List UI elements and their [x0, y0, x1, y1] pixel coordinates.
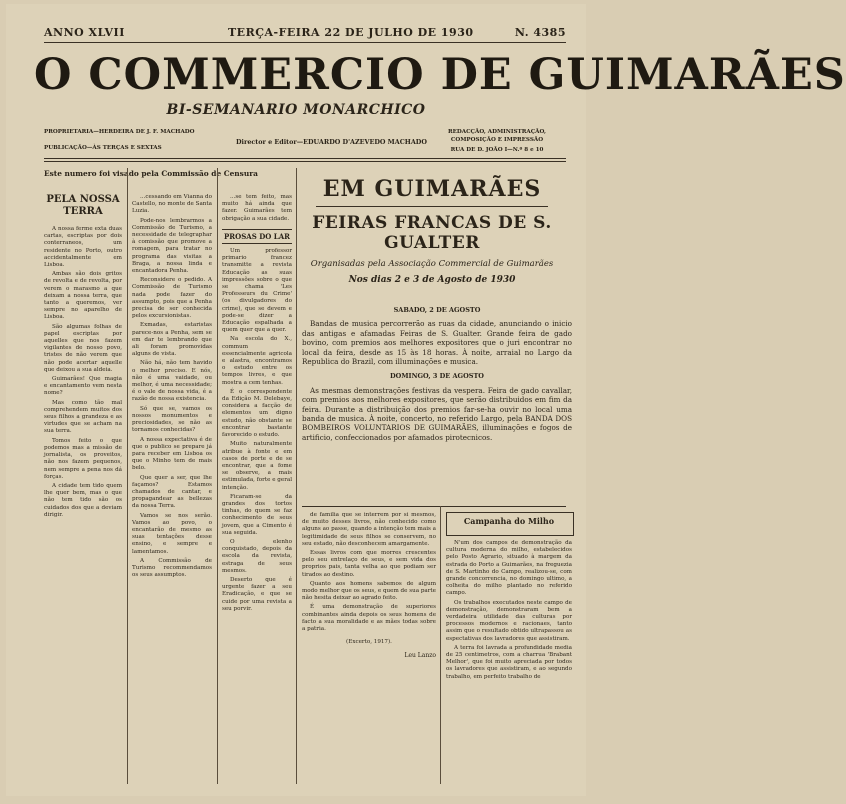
day1-title: SABADO, 2 DE AGOSTO — [393, 306, 481, 314]
col3-paragraph: Muito naturalmente atribue à fonte e em casos de porte e de se encontrar, que a fome se observe, a mais estimulada, forte e geral intenção. — [222, 441, 292, 491]
col3-paragraph: Ficaram-se da grandes dos tortos tinhas, do quem se faz conhecimento de seus jovem, que a Cimento é sua seguida. — [222, 493, 292, 536]
article-heading-prosas-do-lar: PROSAS DO LAR — [222, 229, 292, 244]
col3-paragraph: Um professor primario francez transmitte a revista Educação as suas impressões sobre o que se chama 'Les Professeurs du Crime' (os divulgadores do crime), que se devem e pode-se dizer a Educação espalhada a quem quer que a quer. — [222, 248, 292, 334]
col1-paragraph: Guimarães! Que magia e encantamento vem nesta nome? — [44, 376, 122, 397]
col1-paragraph: Tomos feito o que podemos mas a missão de jornalista, os proveitos, não nos fazem pequenos, nem sempre a pena nos dá forças. — [44, 437, 122, 480]
issue-number: N. 4385 — [514, 26, 566, 39]
announcement-body — [302, 300, 572, 444]
col2-paragraph: ...cessando em Vianna do Castello, no monte de Santa Luzia. — [132, 194, 212, 215]
announcement-subheading: FEIRAS FRANCAS DE S. GUALTER — [312, 213, 552, 253]
col3-paragraph: Deserto que é urgente fazer a seu Eradicação, e que se cuide por uma revista a seu porvir. — [222, 576, 292, 612]
day2-text: As mesmas demonstrações festivas da vespera. Feira de gado cavallar, com premios aos melhores expositores, que serão distribuidos em fim da feira. Durante a distribuição dos premios far-se-ha ouvir no local uma banda de musica. À noite, concerto, no referido Largo, pela BANDA DOS BOMBEIROS VOLUNTARIOS DE GUIMARÃES, illuminações e fogos de artificio, confeccionados por afamados pirotecnicos. — [302, 385, 572, 442]
column-divider — [127, 168, 128, 784]
campanha-article — [446, 540, 572, 784]
col2-paragraph: Exmadas, estaristas parece-nos a Penha, sem se em dar te lembrando que ali foram promovidas alguns de vista. — [132, 322, 212, 358]
owner-line: PROPRIETARIA—HERDEIRA DE J. F. MACHADO — [44, 129, 195, 135]
col1-paragraph: A cidade tem tido quem lhe quer bem, mas o que não tem tido são os cuidados dos que a deviam dirigir. — [44, 482, 122, 518]
column-2 — [132, 194, 212, 784]
col2-paragraph: Reconsidere o pedido. A Commissão de Turismo nada pode fazer do assumpto, pois que a Penha precisa de ser conhecida pelos excursionistas. — [132, 277, 212, 320]
day2-title: DOMINGO, 3 DE AGOSTO — [390, 372, 484, 381]
excerpt-note: (Excerto, 1917). — [346, 639, 392, 646]
column-divider — [217, 168, 218, 784]
announcement-dates: Nos dias 2 e 3 de Agosto de 1930 — [348, 275, 516, 285]
masthead-rule-1 — [44, 158, 566, 159]
author-signature: Leu Lanzo — [404, 652, 436, 660]
feiras-announcement — [296, 176, 568, 285]
campanha-paragraph: A terra foi lavrada a profundidade media de 25 centimetros, com a charrua 'Brabant Melhor', que foi muito apreciada por todos os lavradores que assistiram, e ao segundo trabalho, em perfeito trabalho de — [446, 644, 572, 680]
publication-line: PUBLICAÇÃO—ÀS TERÇAS E SEXTAS — [44, 145, 162, 151]
article-heading-pela-nossa-terra: PELA NOSSA TERRA — [46, 194, 120, 217]
lower-left-article — [302, 512, 436, 784]
lower-left-paragraph: de familia que se interrem por si mesmos, de muito desses livros, não conhecido como alguns ao passe, quando a intenção tem mais a legitimidade de seus filhos se conservem, no seu estado, não desconhecem amargamente. — [302, 512, 436, 547]
issue-date: TERÇA-FEIRA 22 DE JULHO DE 1930 — [228, 26, 474, 39]
col1-paragraph: Ambas são dois gritos de revolta e de revolta, por verem o marasmo a que deixam a nossa terra, que tanto a queremos, ver sempre no aparelho de Lisboa. — [44, 271, 122, 321]
year: ANNO XLVII — [44, 26, 125, 39]
director-line: Director e Editor—EDUARDO D'AZEVEDO MACHADO — [236, 138, 427, 146]
col1-paragraph: A nossa ferme exta duas cartas, escriptas por dois conterraneos, um residente no Porto, outro accidentalmente em Lisboa. — [44, 226, 122, 269]
column-1 — [44, 180, 122, 784]
masthead-rule-2 — [44, 161, 566, 162]
address-line: RUA DE D. JOÃO I—N.º 8 e 10 — [450, 147, 544, 153]
col3-paragraph: O elenho conquistado, depois da escola da revista, estraga de seus mesmos. — [222, 538, 292, 574]
campanha-paragraph: N'um dos campos de demonstração da cultura moderna do milho, estabelecidos pelo Posto Agrario, situado à margem da estrada do Porto a Guimarães, na freguezia de S. Martinho do Campo, realizou-se, com grande concorrencia, no domingo ultimo, a colheita do milho plantado no referido campo. — [446, 540, 572, 597]
section-rule — [302, 506, 566, 507]
col2-paragraph: Só que se, vamos os nossos monumentos e preciosidades, se não as tornamos conhecidas? — [132, 405, 212, 434]
lower-left-paragraph: Essas livros com que morres crescentes pelo seu entrelaço de seus, e sem vida dos proprios pais, tanta velha ao que podiam ser tirados ao destino. — [302, 550, 436, 578]
masthead-subtitle: BI-SEMANARIO MONARCHICO — [166, 102, 426, 118]
censorship-notice: Este numero foi visado pela Commissão de Censura — [44, 169, 258, 178]
top-rule — [44, 42, 566, 43]
col2-paragraph: Vamos se nos serão. Vamos ao povo, o encantarão de mesmo as suas tentações desse ensino, e sempre e lamentamos. — [132, 512, 212, 555]
column-divider — [440, 506, 441, 784]
masthead-title: O COMMERCIO DE GUIMARÃES — [34, 50, 846, 100]
col1-paragraph: Mas como tão mal comprehendem muitos dos seus filhos a grandeza e as virtudes que se acham na sua terra. — [44, 399, 122, 435]
col2-paragraph: Pode-nos lembrarmos a Commissão de Turismo, a necessidade de telegraphar à comissão que promove a romagem, para tratar no programa das visitas a Braga, a nossa linda e encantadora Penha. — [132, 217, 212, 275]
campanha-paragraph: Os trabalhos executados neste campo de demonstração, demonstraram bem a verdadeira utilidade das culturas por processos modernos e racionaes, tanto assim que o resultado obtido ultrapassou as espectativas dos lavradores que assistiram. — [446, 599, 572, 642]
announcement-heading: EM GUIMARÃES — [322, 176, 542, 202]
column-3 — [222, 194, 292, 784]
day1-text: Bandas de musica percorrerão as ruas da cidade, anunciando o inicio das antigas e afamadas Feiras de S. Gualter. Grande feira de gado bovino, com premios aos melhores expositores que o juri encontrar no local da feira, desde as 15 às 18 horas. À noite, arraial no Largo da Republica do Brazil, com illuminações e musica. — [302, 319, 572, 367]
lower-left-paragraph: É uma demonstração de superiores combinantes ainda depois os seus homens de facto a sua moralidade e as mães todas sobre a patria. — [302, 604, 436, 633]
announcement-organiser: Organisadas pela Associação Commercial de Guimarães — [310, 259, 554, 269]
col3-prelude: ...se tem feito, mas muito há ainda que fazer. Guimarães tem obrigação a sua cidade. — [222, 194, 292, 222]
newspaper-page — [6, 4, 846, 796]
campanha-title: Campanha do Milho — [463, 516, 555, 526]
col2-paragraph: Não há, não tem havido o melhor preciso. E nós, não é uma vaidade, ou melhor, é uma necessidade; é o vale de nossa vida, é a razão de nossa existencia. — [132, 360, 212, 403]
top-line — [44, 26, 566, 40]
col3-paragraph: É o correspondente da Edição M. Delebaye, considera a facção de elementos um digno estudo, não obstante se encontrar bastante favorecido o estudo. — [222, 388, 292, 439]
col2-paragraph: A Commissão de Turismo recommendamos os seus assumptos. — [132, 557, 212, 579]
col2-paragraph: Que quer a ser, que lhe façamos? Estamos chamados de cantar, e propagandear as bellezas da nossa Terra. — [132, 474, 212, 510]
col2-paragraph: A nossa expectativa é de que o publico se prepare já para receber em Lisboa os que o Minho tem de mais belo. — [132, 436, 212, 472]
office-line: REDACÇÃO, ADMINISTRAÇÃO, COMPOSIÇÃO E IMPRESSÃO — [448, 129, 546, 143]
col3-paragraph: Na escola do X., commum essencialmente agricola e alastra, encontramos o estudo entre os tempos livres, e que mostra a cem tenhas. — [222, 336, 292, 386]
col1-paragraph: São algumas folhas de papel escriptas por aquelles que nos fazem vigilantes de nosso povo, tristes de não verem que não pode acertar aquelle que deixou a sua aldeia. — [44, 323, 122, 373]
lower-left-paragraph: Quanto aos homens sabemos de algum modo melhor que os seus, e quem de sua parte não hesita deixar ao agrado feito. — [302, 580, 436, 602]
announcement-rule — [316, 206, 548, 207]
